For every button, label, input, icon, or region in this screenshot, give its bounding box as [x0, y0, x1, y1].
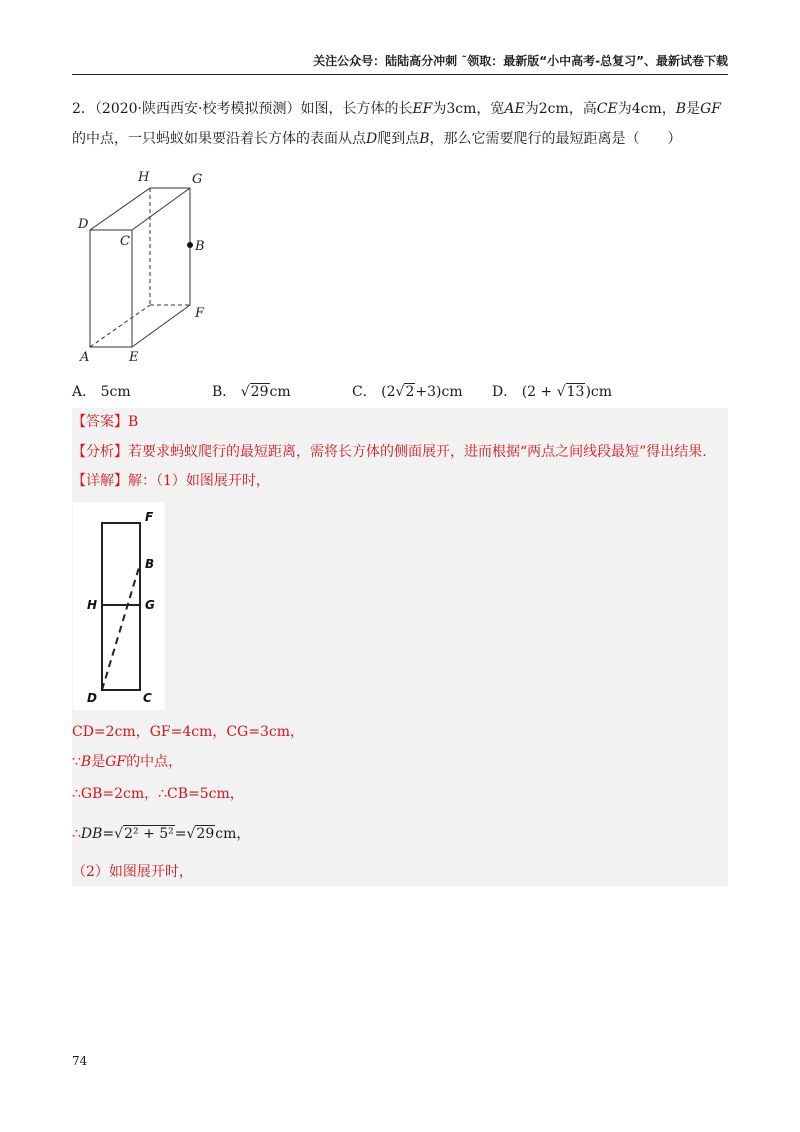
net-label-B: B	[145, 557, 155, 571]
step-4-var-db: DB	[80, 826, 103, 842]
page-number: 74	[72, 1054, 88, 1068]
q-text: 为2cm，高	[524, 101, 597, 117]
option-a[interactable]	[72, 378, 131, 406]
analysis-tag: 【分析】	[72, 444, 128, 460]
step-4-radicand-2: 29	[196, 826, 215, 842]
label-E: E	[129, 350, 139, 365]
option-d[interactable]: D． (2 + √13)cm	[492, 384, 613, 400]
label-F: F	[195, 306, 205, 321]
q-var: EF	[412, 101, 433, 117]
option-c-radicand: 2	[405, 384, 415, 400]
step-2-var-b: B	[80, 754, 92, 770]
step-4-eq: =	[102, 826, 115, 842]
unfolded-figure	[73, 502, 165, 710]
cuboid-figure	[72, 165, 222, 365]
question-source: （2020·陕西西安·校考模拟预测）	[94, 101, 301, 117]
option-c-label: C．	[352, 384, 377, 400]
q-text: 如图，长方体的长	[300, 101, 413, 117]
detail-tag: 【详解】	[72, 473, 128, 489]
step-2-pre: ∵	[72, 754, 81, 770]
analysis-line	[72, 438, 707, 466]
net-label-F: F	[145, 510, 154, 524]
step-3	[72, 780, 244, 808]
question-line-2	[72, 124, 732, 154]
q-text: 为4cm，	[617, 101, 676, 117]
option-b-radicand: 29	[250, 384, 269, 400]
label-B: B	[195, 239, 205, 254]
label-G: G	[192, 172, 203, 187]
q-text: ，那么它需要爬行的最短距离是（ ）	[429, 131, 682, 147]
option-b[interactable]: B． √29cm	[212, 384, 291, 400]
step-1-text: CD=2cm，GF=4cm，CG=3cm，	[72, 724, 304, 740]
step-4-unit: cm，	[215, 826, 251, 842]
step-2-var-gf: GF	[105, 754, 127, 770]
step-5-text: （2）如图展开时，	[72, 864, 193, 880]
analysis-text: 若要求蚂蚁爬行的最短距离，需将长方体的侧面展开，进而根据“两点之间线段最短”得出结果.	[128, 444, 707, 460]
detail-line	[72, 467, 270, 495]
option-b-label: B．	[212, 384, 237, 400]
step-5	[72, 858, 193, 886]
label-H: H	[138, 170, 150, 185]
step-1	[72, 718, 304, 746]
q-var: D	[366, 131, 378, 147]
label-D: D	[78, 217, 89, 232]
label-A: A	[80, 350, 90, 365]
net-label-H: H	[87, 598, 98, 612]
option-a-text: 5cm	[100, 384, 131, 400]
option-a-label: A．	[72, 384, 97, 400]
step-4-eq2: =	[174, 826, 187, 842]
options-row	[72, 378, 732, 406]
q-text: 是	[686, 101, 701, 117]
option-b-unit: cm	[269, 384, 291, 400]
step-3-text: ∴GB=2cm，∴CB=5cm，	[72, 786, 244, 802]
option-d-radicand: 13	[566, 384, 585, 400]
question-number: 2．	[72, 101, 95, 117]
answer-line	[72, 408, 138, 436]
q-text: 的中点，一只蚂蚁如果要沿着长方体的表面从点	[72, 131, 366, 147]
option-c[interactable]: C． (2√2+3)cm	[352, 384, 463, 400]
option-d-pre: (2 +	[521, 384, 557, 400]
net-label-D: D	[87, 691, 97, 705]
q-text: 爬到点	[377, 131, 420, 147]
step-4-pre: ∴	[72, 826, 81, 842]
step-2	[72, 748, 182, 776]
step-2-mid: 是	[91, 754, 106, 770]
q-var: B	[675, 101, 687, 117]
step-4: ∴DB=√2² + 5²=√29cm，	[72, 826, 251, 842]
q-var: GF	[700, 101, 721, 117]
option-c-pre: (2	[381, 384, 396, 400]
option-c-unit: cm	[441, 384, 463, 400]
answer-value: B	[128, 414, 139, 430]
net-label-C: C	[143, 691, 152, 705]
step-2-post: 的中点，	[126, 754, 183, 770]
option-d-post: )	[585, 384, 591, 400]
q-var: AE	[504, 101, 525, 117]
label-C: C	[120, 234, 130, 249]
header-text: 关注公众号：陆陆高分冲刺 ˜领取：最新版“小中高考-总复习”、最新试卷下载	[313, 54, 728, 68]
net-label-G: G	[145, 598, 155, 612]
question-line-1	[72, 94, 732, 124]
option-d-unit: cm	[590, 384, 613, 400]
q-var: CE	[596, 101, 618, 117]
option-d-label: D．	[492, 384, 518, 400]
answer-tag: 【答案】	[72, 414, 128, 430]
option-c-post: +3)	[415, 384, 442, 400]
page-header	[72, 52, 728, 75]
step-4-radicand: 2² + 5²	[124, 826, 174, 842]
q-var: B	[419, 131, 430, 147]
q-text: 为3cm，宽	[432, 101, 505, 117]
detail-intro: 解：（1）如图展开时，	[128, 473, 270, 489]
